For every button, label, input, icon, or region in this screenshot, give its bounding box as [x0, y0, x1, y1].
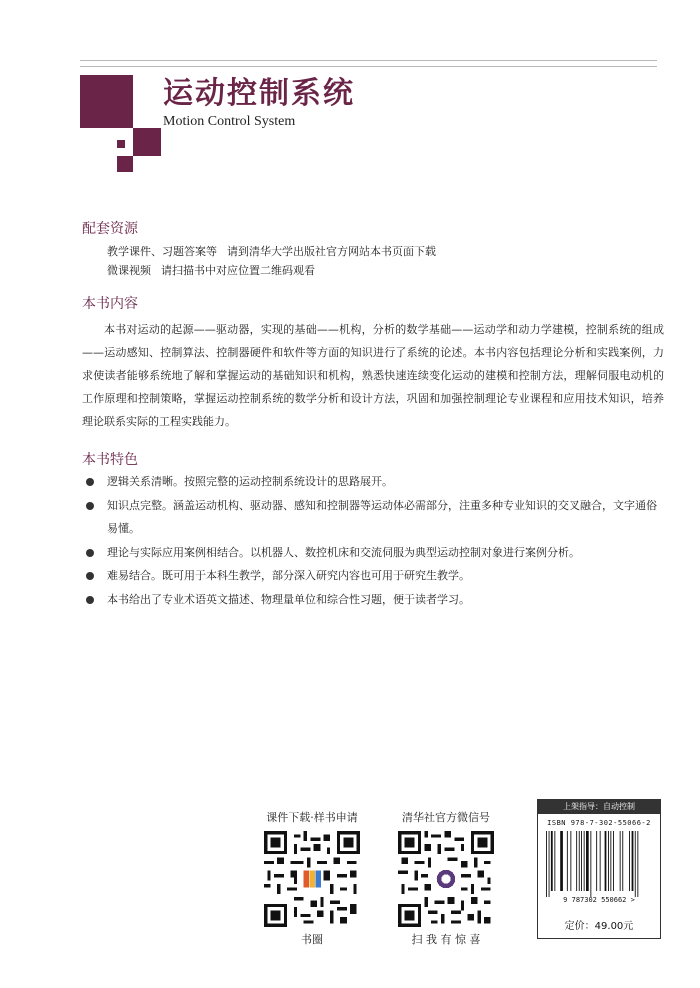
bullet-icon: [86, 549, 94, 557]
qr-code-icon[interactable]: [398, 831, 494, 927]
resource-text: 请扫描书中对应位置二维码观看: [161, 264, 315, 277]
barcode-bar: [610, 831, 611, 891]
qr-block-courseware: [256, 809, 368, 947]
feature-item: 本书给出了专业术语英文描述、物理量单位和综合性习题，便于读者学习。: [82, 588, 664, 612]
barcode-bar: [567, 831, 568, 891]
barcode-bars: [538, 827, 660, 909]
barcode-bar: [632, 831, 634, 891]
barcode-bar: [622, 831, 623, 891]
barcode-bar: [629, 831, 630, 891]
barcode-bar: [620, 831, 621, 891]
feature-item: 理论与实际应用案例相结合。以机器人、数控机床和交流伺服为典型运动控制对象进行案例分析。: [82, 541, 664, 565]
decor-square-small: [117, 156, 133, 172]
bullet-icon: [86, 572, 94, 580]
content-heading: 本书内容: [82, 296, 138, 312]
top-rule-2: [80, 66, 657, 67]
barcode-bar: [584, 831, 585, 891]
isbn-text: ISBN 978-7-302-55066-2: [547, 819, 651, 827]
feature-item: 难易结合。既可用于本科生教学，部分深入研究内容也可用于研究生教学。: [82, 564, 664, 588]
barcode-bar: [605, 831, 607, 891]
content-paragraph: 本书对运动的起源——驱动器，实现的基础——机构，分析的数学基础——运动学和动力学建模，控制系统的组成——运动感知、控制算法、控制器硬件和软件等方面的知识进行了系统的论述。本书内容包括理论分析和实践案例，力求使读者能够系统地了解和掌握运动的基础知识和机构，熟悉快速连续变化运动的建模和控制方法，理解伺服电动机的工作原理和控制策略，掌握运动控制系统的数学分析和设计方法，巩固和加强控制理论专业课程和应用技术知识，培养理论联系实际的工程实践能力。: [82, 323, 664, 428]
shelf-category: 上架指导：自动控制: [538, 800, 660, 814]
barcode-bar: [596, 831, 597, 891]
bullet-icon: [86, 596, 94, 604]
bullet-icon: [86, 502, 94, 510]
resource-label: 微课视频: [107, 264, 151, 277]
barcode-bar: [635, 831, 636, 897]
qr-code-icon[interactable]: [264, 831, 360, 927]
resource-line-1: [107, 243, 436, 259]
barcode-bar: [560, 831, 563, 891]
qr-caption: 扫 我 有 惊 喜: [411, 933, 481, 946]
barcode-bar: [608, 831, 609, 891]
qr-block-wechat: [390, 809, 502, 947]
barcode-bar: [546, 831, 547, 897]
features-list: [82, 470, 664, 611]
price: 定价：49.00元: [564, 921, 634, 932]
barcode-bar: [637, 831, 638, 897]
resource-text: 请到清华大学出版社官方网站本书页面下载: [227, 245, 436, 258]
resource-line-2: [107, 262, 315, 278]
feature-item: 逻辑关系清晰。按照完整的运动控制系统设计的思路展开。: [82, 470, 664, 494]
qr-caption: 书圈: [301, 933, 323, 946]
book-subtitle: Motion Control System: [163, 114, 296, 129]
barcode-bar: [613, 831, 614, 891]
decor-square-medium: [133, 128, 161, 156]
barcode-bar: [576, 831, 577, 891]
barcode-bar: [551, 831, 553, 891]
barcode-box: [537, 799, 661, 939]
top-rule: [80, 60, 657, 61]
book-title: 运动控制系统: [163, 76, 355, 111]
barcode-bar: [600, 831, 601, 891]
barcode-bar: [586, 831, 589, 891]
decor-square-tiny: [117, 140, 125, 148]
resources-heading: 配套资源: [82, 221, 138, 237]
barcode-bar: [579, 831, 580, 891]
bullet-icon: [86, 478, 94, 486]
barcode-bar: [570, 831, 571, 891]
barcode-bar: [554, 831, 555, 891]
barcode-bar: [590, 831, 591, 897]
qr-label: 清华社官方微信号: [402, 811, 490, 824]
barcode-bar: [549, 831, 550, 897]
decor-square-large: [80, 75, 133, 128]
resource-label: 教学课件、习题答案等: [107, 245, 217, 258]
features-heading: 本书特色: [82, 452, 138, 468]
ean-digits: 9 787302 550662 >: [563, 896, 635, 904]
barcode-bar: [581, 831, 582, 891]
qr-label: 课件下载·样书申请: [266, 811, 358, 824]
feature-item: 知识点完整。涵盖运动机构、驱动器、感知和控制器等运动体必需部分，注重多种专业知识的交叉融合，文字通俗易懂。: [82, 494, 664, 541]
